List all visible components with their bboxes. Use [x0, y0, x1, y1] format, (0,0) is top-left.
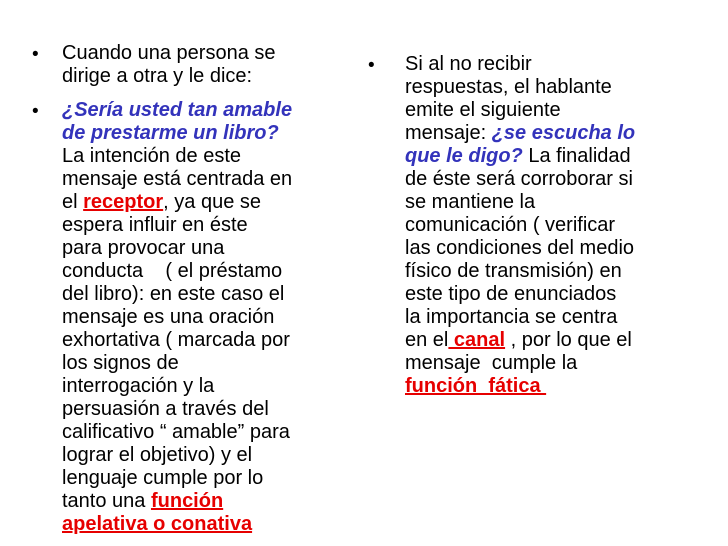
text-line: Cuando una persona se	[62, 42, 276, 64]
text-line: emite el siguiente	[405, 99, 561, 121]
bullet-marker: •	[32, 44, 39, 65]
question-fragment: ¿se escucha lo	[491, 122, 636, 144]
text-line: comunicación ( verificar	[405, 214, 616, 236]
question-line: de prestarme un libro?	[62, 122, 279, 144]
text-line: físico de transmisión) en	[405, 260, 622, 282]
text-line: los signos de	[62, 352, 179, 374]
receptor-keyword: receptor	[83, 191, 164, 213]
funcion-keyword: función	[150, 490, 224, 512]
text-line: respuestas, el hablante	[405, 76, 612, 98]
text-line: exhortativa ( marcada por	[62, 329, 290, 351]
bullet-marker: •	[368, 55, 375, 76]
text-fragment: en el	[405, 329, 449, 351]
text-line: para provocar una	[62, 237, 225, 259]
receptor-line	[62, 191, 292, 214]
question-line	[405, 145, 635, 168]
text-line: interrogación y la	[62, 375, 215, 397]
left-bullet-1-text	[62, 42, 276, 88]
text-fragment: , por lo que el	[505, 329, 632, 351]
text-line: La intención de este	[62, 145, 242, 167]
mensaje-line	[405, 122, 635, 145]
text-line: se mantiene la	[405, 191, 536, 213]
text-line: de éste será corroborar si	[405, 168, 633, 190]
text-line: calificativo “ amable” para	[62, 421, 290, 443]
text-fragment: mensaje:	[405, 122, 492, 144]
tanto-line	[62, 490, 292, 513]
bullet-marker: •	[32, 101, 39, 122]
text-line: este tipo de enunciados	[405, 283, 617, 305]
right-bullet-text	[405, 53, 635, 398]
text-line: del libro): en este caso el	[62, 283, 285, 305]
text-fragment: tanto una	[62, 490, 151, 512]
text-line: las condiciones del medio	[405, 237, 635, 259]
text-line: la importancia se centra	[405, 306, 618, 328]
text-line: lograr el objetivo) y el	[62, 444, 253, 466]
funcion-apelativa-keyword: apelativa o conativa	[62, 513, 253, 535]
text-fragment: La finalidad	[522, 145, 631, 167]
text-fragment: , ya que se	[163, 191, 261, 213]
left-bullet-2-text	[62, 99, 292, 536]
text-line: mensaje cumple la	[405, 352, 578, 374]
text-line: dirige a otra y le dice:	[62, 65, 253, 87]
text-line: lenguaje cumple por lo	[62, 467, 264, 489]
text-line: Si al no recibir	[405, 53, 532, 75]
text-line: persuasión a través del	[62, 398, 269, 420]
canal-line	[405, 329, 635, 352]
canal-keyword: canal	[448, 329, 506, 351]
funcion-fatica-keyword: función fática	[405, 375, 547, 397]
text-line: mensaje está centrada en	[62, 168, 293, 190]
text-line: espera influir en éste	[62, 214, 248, 236]
text-line: mensaje es una oración	[62, 306, 275, 328]
question-fragment: que le digo?	[405, 145, 523, 167]
question-line: ¿Sería usted tan amable	[62, 99, 293, 121]
text-line: conducta ( el préstamo	[62, 260, 283, 282]
text-fragment: el	[62, 191, 84, 213]
